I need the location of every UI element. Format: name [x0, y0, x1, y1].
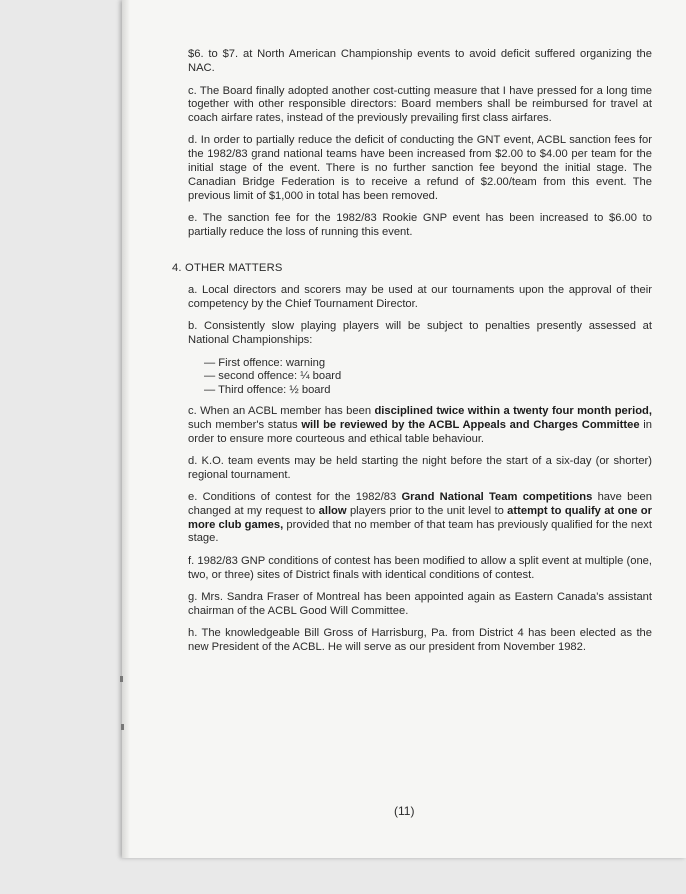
paragraph-d-ko-events: d. K.O. team events may be held starting the night before the start of a six-day (or shorter) regional tournament.	[188, 454, 652, 481]
paragraph-d-gnt-fees: d. In order to partially reduce the deficit of conducting the GNT event, ACBL sanction fees for the 1982/83 grand national teams have been increased from $2.00 to $4.00 per team for the initial stage of the event. There is no further sanction fee beyond the initial stage. The Canadian Bridge Federation is to receive a refund of $2.00/team from this event. The previous limit of $1,000 in total has been removed.	[188, 134, 652, 202]
paragraph-a-directors: a. Local directors and scorers may be used at our tournaments upon the approval of their competency by the Chief Tournament Director.	[188, 284, 652, 311]
penalty-item: — Third offence: ½ board	[204, 383, 331, 396]
paragraph-c-discipline: c. When an ACBL member has been disciplined twice within a twenty four month period, such member's status will be reviewed by the ACBL Appeals and Charges Committee in order to ensure more courteous and ethical table behaviour.	[188, 405, 652, 445]
paragraph-e-gnt-conditions: e. Conditions of contest for the 1982/83 Grand National Team competitions have been changed at my request to allow players prior to the unit level to attempt to qualify at one or more club games, provided that no member of that team has previously qualified for the next stage.	[188, 491, 652, 545]
page-number: (11)	[394, 804, 415, 818]
paragraph-g-good-will: g. Mrs. Sandra Fraser of Montreal has been appointed again as Eastern Canada's assistant chairman of the ACBL Good Will Committee.	[188, 590, 652, 617]
paragraph-f-gnp-split: f. 1982/83 GNP conditions of contest has been modified to allow a split event at multiple (one, two, or three) sites of District finals with identical conditions of contest.	[188, 554, 652, 581]
document-body	[172, 48, 652, 663]
penalty-item: — First offence: warning	[204, 356, 326, 369]
section-heading-other-matters: 4. OTHER MATTERS	[172, 261, 283, 274]
paragraph-e-rookie-gnp: e. The sanction fee for the 1982/83 Rookie GNP event has been increased to $6.00 to partially reduce the loss of running this event.	[188, 211, 652, 238]
penalty-list	[204, 357, 652, 398]
document-page	[122, 0, 686, 858]
paragraph-continuation: $6. to $7. at North American Championship events to avoid deficit suffered organizing the NAC.	[188, 48, 652, 74]
paragraph-c-airfare: c. The Board finally adopted another cost-cutting measure that I have pressed for a long time together with other responsible directors: Board members shall be reimbursed for travel at coach airfare rates, instead of the previously prevailing first class airfares.	[188, 84, 652, 125]
binding-mark	[121, 724, 124, 730]
paragraph-b-slow-play: b. Consistently slow playing players will be subject to penalties presently assessed at National Championships:	[188, 320, 652, 347]
paragraph-h-president: h. The knowledgeable Bill Gross of Harrisburg, Pa. from District 4 has been elected as the new President of the ACBL. He will serve as our president from November 1982.	[188, 626, 652, 653]
binding-mark	[120, 676, 123, 682]
penalty-item: — second offence: ¼ board	[204, 370, 342, 383]
